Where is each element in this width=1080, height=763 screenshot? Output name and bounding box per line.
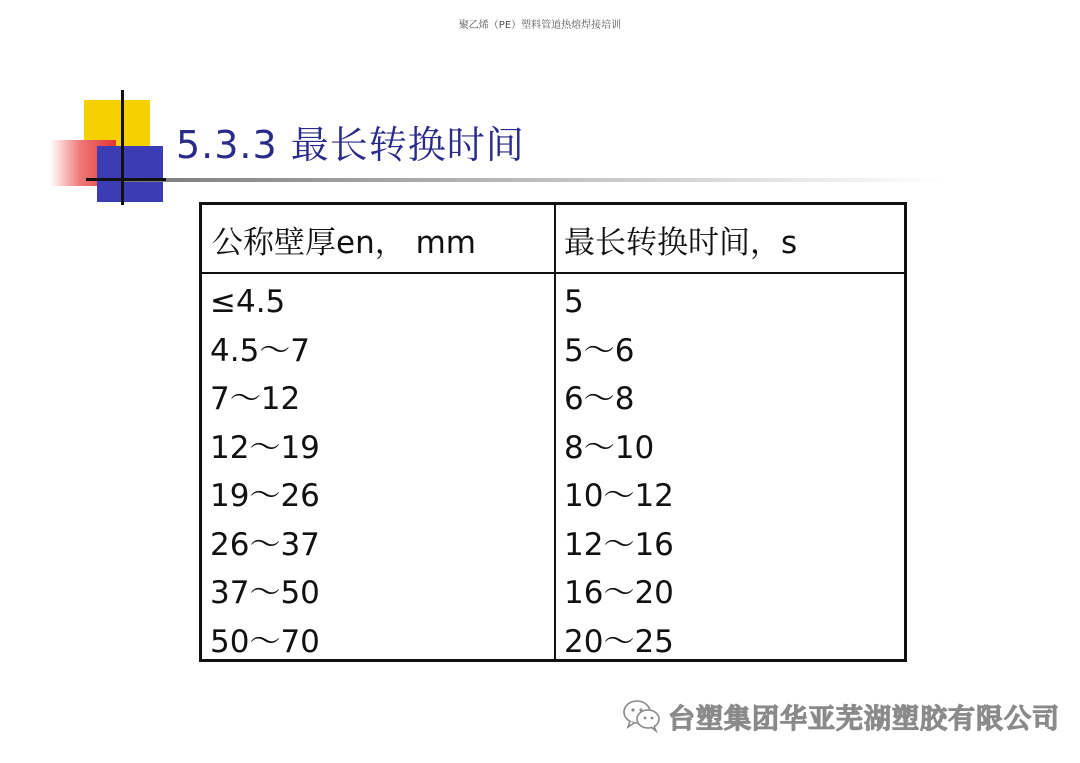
document-header: 聚乙烯（PE）塑料管道热熔焊接培训 — [458, 20, 622, 31]
watermark — [622, 698, 1060, 734]
conversion-time-cell: 6～8 — [564, 381, 635, 417]
conversion-time-cell: 5～6 — [564, 332, 635, 369]
table-row — [202, 572, 904, 621]
table-row — [202, 378, 904, 427]
wall-thickness-cell: 19～26 — [210, 478, 320, 514]
wall-thickness-cell: 26～37 — [210, 526, 320, 563]
table-row — [202, 621, 904, 670]
wall-thickness-cell: 50～70 — [210, 623, 320, 660]
table-row — [202, 330, 904, 379]
wall-thickness-cell: 12～19 — [210, 429, 320, 466]
wall-thickness-cell: 4.5～7 — [210, 332, 311, 369]
conversion-time-cell: 12～16 — [564, 526, 674, 563]
header-divider — [202, 272, 904, 274]
table-body — [202, 281, 904, 669]
table-row — [202, 281, 904, 330]
wechat-icon — [622, 698, 662, 734]
decorative-horizontal-line — [86, 178, 166, 181]
table-row — [202, 524, 904, 573]
watermark-text: 台塑集团华亚芜湖塑胶有限公司 — [668, 703, 1060, 735]
conversion-time-cell: 16～20 — [564, 575, 674, 611]
column-header-max-conversion-time: 最长转换时间，s — [564, 225, 798, 261]
slide-title: 5.3.3 最长转换时间 — [176, 123, 525, 167]
conversion-time-cell: 5 — [564, 284, 584, 320]
conversion-time-cell: 20～25 — [564, 623, 674, 660]
decorative-blue-square — [97, 146, 163, 202]
wall-thickness-cell: 37～50 — [210, 575, 320, 611]
table-row — [202, 475, 904, 524]
conversion-time-cell: 10～12 — [564, 478, 674, 514]
conversion-time-cell: 8～10 — [564, 429, 655, 466]
wall-thickness-cell: ≤4.5 — [210, 284, 286, 320]
conversion-time-table — [199, 202, 907, 662]
table-row — [202, 427, 904, 476]
title-underline-rule — [124, 178, 944, 182]
column-header-wall-thickness: 公称壁厚en， mm — [212, 225, 476, 261]
decorative-vertical-line — [121, 90, 124, 205]
wall-thickness-cell: 7～12 — [210, 381, 301, 417]
